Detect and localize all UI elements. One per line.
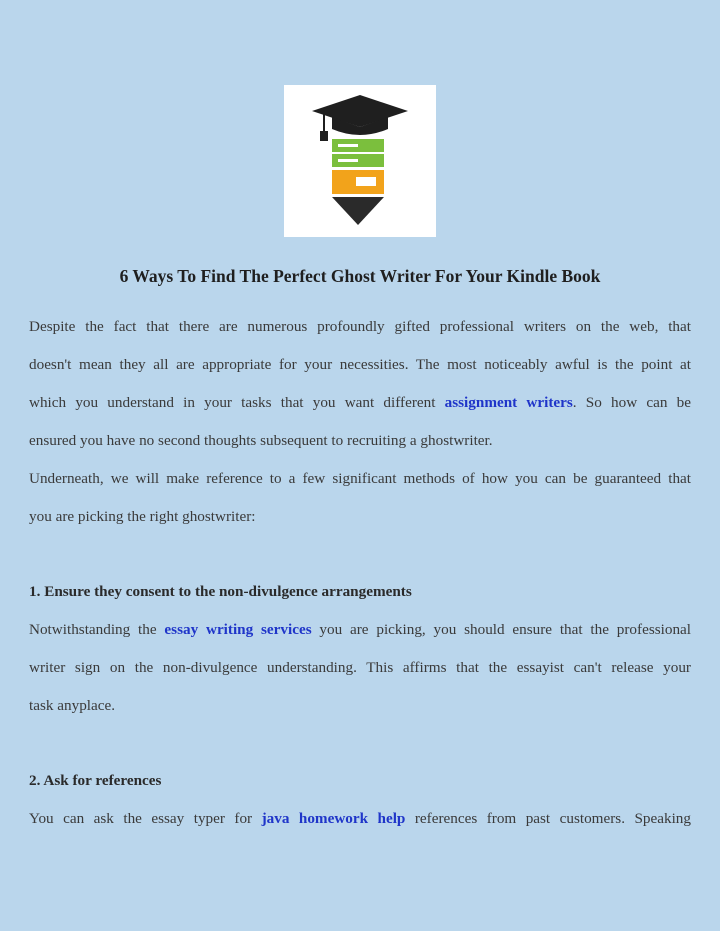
section-2 [29,762,691,838]
section-1-text: Notwithstanding the [29,621,165,638]
section-1-line-3: task anyplace. [29,697,116,714]
essay-writing-services-link[interactable]: essay writing services [164,621,312,638]
intro-line-3 [29,384,691,422]
section-1-heading: 1. Ensure they consent to the non-divulgence arrangements [29,583,412,600]
section-1-line-2: writer sign on the non-divulgence understanding. This affirms that the essayist can't release your [29,659,691,676]
section-1-text: you are picking, you should ensure that the professional [311,621,692,638]
java-homework-help-link[interactable]: java homework help [261,810,406,827]
section-1 [29,573,691,725]
underneath-line-1: Underneath, we will make reference to a few significant methods of how you can be guaranteed that [29,470,691,487]
intro-line-4: ensured you have no second thoughts subsequent to recruiting a ghostwriter. [29,432,493,449]
section-2-heading: 2. Ask for references [29,772,162,789]
section-1-line-1 [29,611,691,649]
underneath-paragraph [29,460,691,536]
section-2-line-1 [29,800,691,838]
page-title: 6 Ways To Find The Perfect Ghost Writer For Your Kindle Book [119,266,601,286]
intro-line-1: Despite the fact that there are numerous profoundly gifted professional writers on the web, that [29,318,691,335]
assignment-writers-link[interactable]: assignment writers [444,394,573,411]
underneath-line-2: you are picking the right ghostwriter: [29,508,256,525]
intro-line-2: doesn't mean they all are appropriate for your necessities. The most noticeably awful is the point at [29,356,691,373]
graduation-pencil-logo-icon [284,85,436,237]
intro-text: . So how can be [572,394,691,411]
intro-paragraph [29,308,691,460]
section-2-text: You can ask the essay typer for [29,810,262,827]
intro-text: which you understand in your tasks that you want different [29,394,445,411]
section-2-text: references from past customers. Speaking [405,810,691,827]
logo [284,85,436,237]
